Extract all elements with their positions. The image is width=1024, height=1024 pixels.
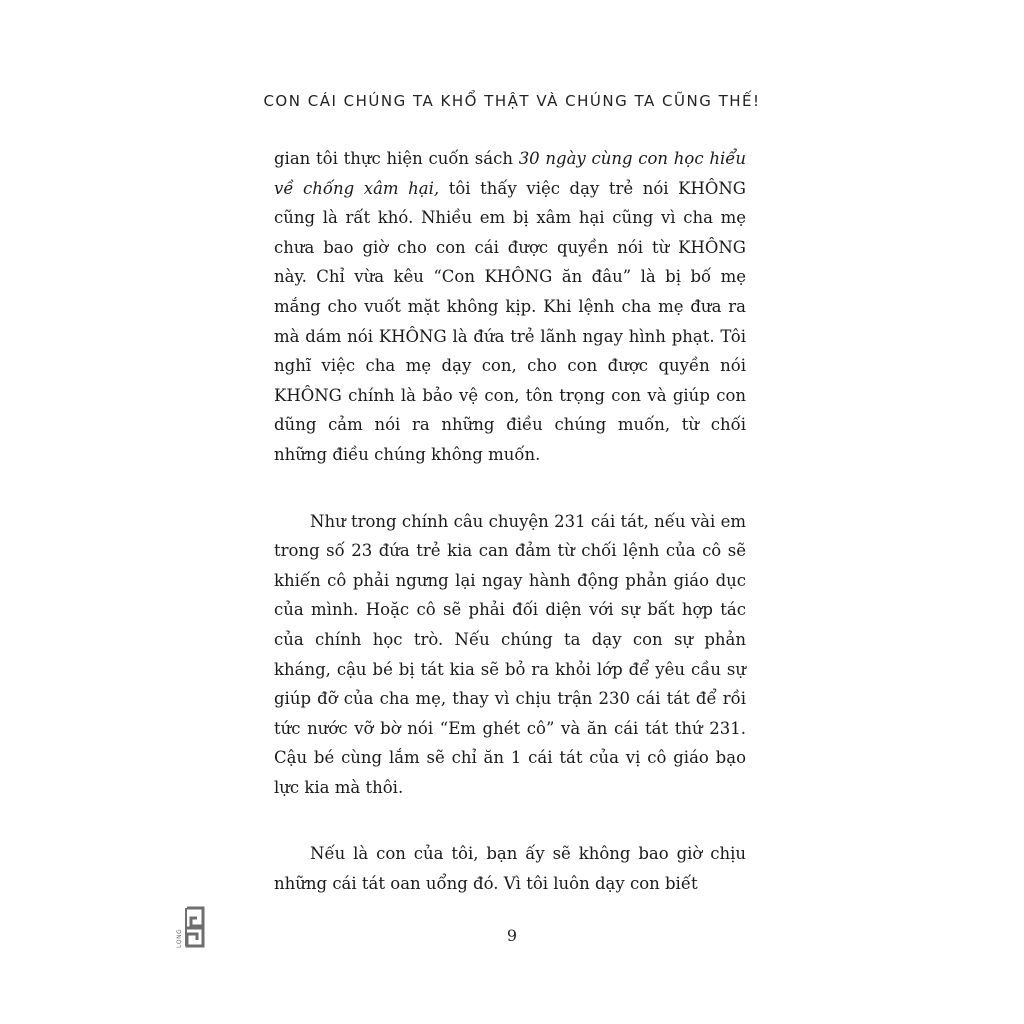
publisher-logo-icon: [176, 904, 206, 950]
running-header-title: CON CÁI CHÚNG TA KHỔ THẬT VÀ CHÚNG TA CŨNG THẾ!: [263, 92, 761, 110]
book-title: 30 ngày cùng con học hiểu về chống xâm hại,: [274, 149, 746, 198]
page-number: 9: [506, 926, 518, 945]
paragraph-3: Nếu là con của tôi, bạn ấy sẽ không bao giờ chịu những cái tát oan uổng đó. Vì tôi luôn dạy con biết: [274, 844, 746, 894]
paragraph-1: [274, 144, 746, 470]
body-text: [274, 144, 746, 899]
publisher-logo: [176, 904, 206, 950]
paragraph-2: Như trong chính câu chuyện 231 cái tát, nếu vài em trong số 23 đứa trẻ kia can đảm từ chối lệnh của cô sẽ khiến cô phải ngưng lại ngay hành động phản giáo dục của mình. Hoặc cô sẽ phải đối diện với sự bất hợp tác của chính học trò. Nếu chúng ta dạy con sự phản kháng, cậu bé bị tát kia sẽ bỏ ra khỏi lớp để yêu cầu sự giúp đỡ của cha mẹ, thay vì chịu trận 230 cái tát để rồi tức nước vỡ bờ nói “Em ghét cô” và ăn cái tát thứ 231. Cậu bé cùng lắm sẽ chỉ ăn 1 cái tát của vị cô giáo bạo lực kia mà thôi.: [274, 511, 746, 797]
paragraph-1-lead: gian tôi thực hiện cuốn sách: [274, 149, 519, 168]
publisher-logo-text: LỘNG: [176, 928, 183, 948]
paragraph-1-rest: tôi thấy việc dạy trẻ nói KHÔNG cũng là rất khó. Nhiều em bị xâm hại cũng vì cha mẹ chưa bao giờ cho con cái được quyền nói từ KHÔNG này. Chỉ vừa kêu “Con KHÔNG ăn đâu” là bị bố mẹ mắng cho vuốt mặt không kịp. Khi lệnh cha mẹ đưa ra mà dám nói KHÔNG là đứa trẻ lãnh ngay hình phạt. Tôi nghĩ việc cha mẹ dạy con, cho con được quyền nói KHÔNG chính là bảo vệ con, tôn trọng con và giúp con dũng cảm nói ra những điều chúng muốn, từ chối những điều chúng không muốn.: [274, 178, 746, 464]
